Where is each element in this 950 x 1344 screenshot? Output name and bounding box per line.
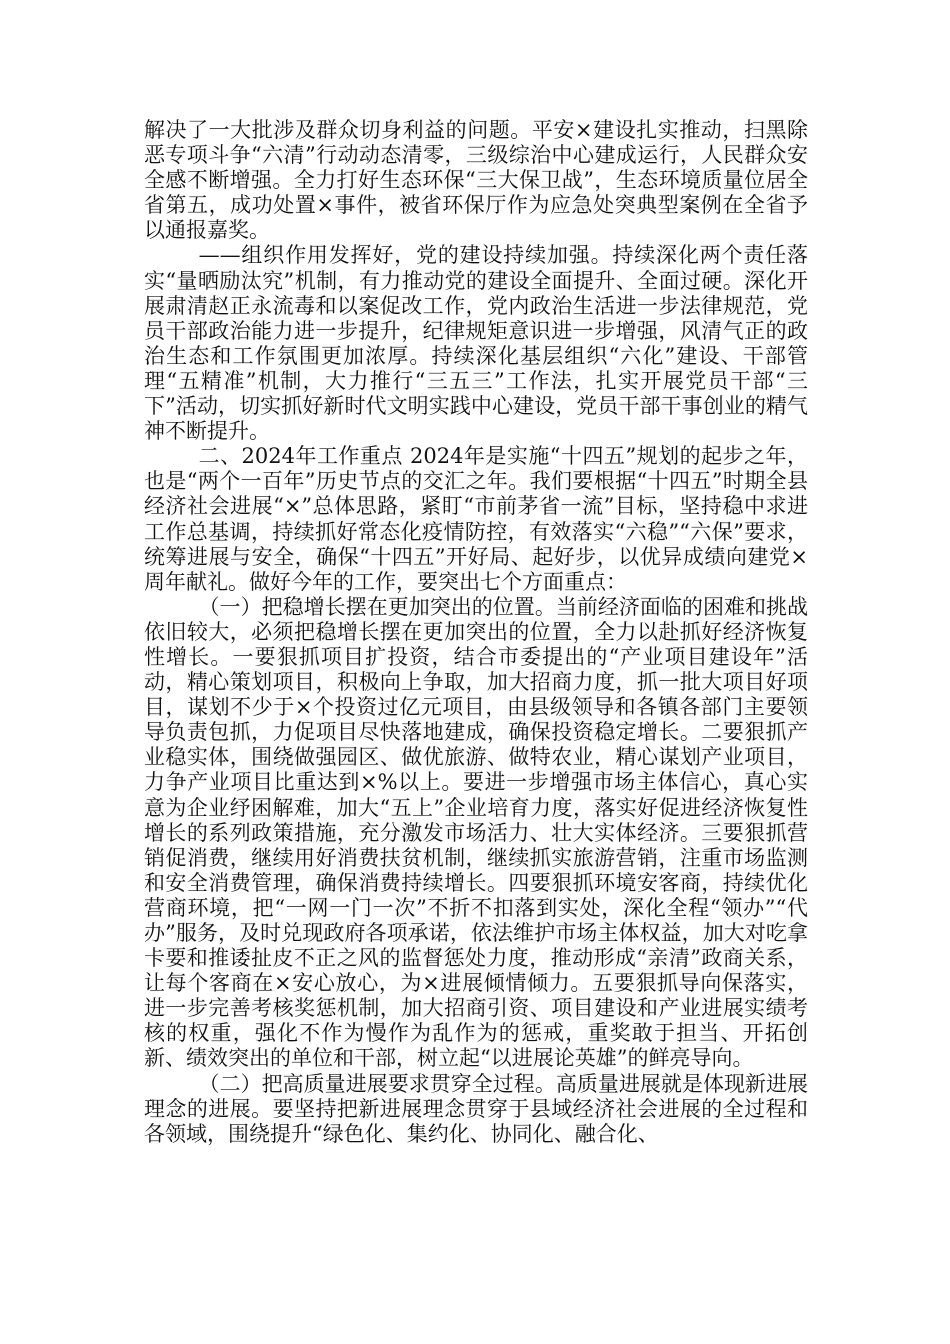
paragraph-continuation: 解决了一大批涉及群众切身利益的问题。平安×建设扎实推动，扫黑除恶专项斗争“六清”行动动态清零，三级综治中心建成运行，人民群众安全感不断增强。全力打好生态环保“三大保卫战”，生态环境质量位居全省第五，成功处置×事件，被省环保厅作为应急处突典型案例在全省予以通报嘉奖。: [144, 118, 808, 243]
paragraph-high-quality-development: （二）把高质量进展要求贯穿全过程。高质量进展就是体现新进展理念的进展。要坚持把新进展理念贯穿于县域经济社会进展的全过程和各领域，围绕提升“绿色化、集约化、协同化、融合化、: [144, 1071, 808, 1146]
paragraph-party-building: ——组织作用发挥好，党的建设持续加强。持续深化两个责任落实“量晒励汰究”机制，有力推动党的建设全面提升、全面过硬。深化开展肃清赵正永流毒和以案促改工作，党内政治生活进一步法律规范，党员干部政治能力进一步提升，纪律规矩意识进一步增强，风清气正的政治生态和工作氛围更加浓厚。持续深化基层组织“六化”建设、干部管理“五精准”机制，大力推行“三五三”工作法，扎实开展党员干部“三下”活动，切实抓好新时代文明实践中心建设，党员干部干事创业的精气神不断提升。: [144, 243, 808, 444]
paragraph-2024-priorities: 二、2024年工作重点 2024年是实施“十四五”规划的起步之年，也是“两个一百年”历史节点的交汇之年。我们要根据“十四五”时期全县经济社会进展“×”总体思路，紧盯“市前茅省一流”目标，坚持稳中求进工作总基调，持续抓好常态化疫情防控，有效落实“六稳”“六保”要求，统筹进展与安全，确保“十四五”开好局、起好步，以优异成绩向建党×周年献礼。做好今年的工作，要突出七个方面重点：: [144, 444, 808, 594]
paragraph-stable-growth: （一）把稳增长摆在更加突出的位置。当前经济面临的困难和挑战依旧较大，必须把稳增长摆在更加突出的位置，全力以赴抓好经济恢复性增长。一要狠抓项目扩投资，结合市委提出的“产业项目建设年”活动，精心策划项目，积极向上争取，加大招商力度，抓一批大项目好项目，谋划不少于×个投资过亿元项目，由县级领导和各镇各部门主要领导负责包抓，力促项目尽快落地建成，确保投资稳定增长。二要狠抓产业稳实体，围绕做强园区、做优旅游、做特农业，精心谋划产业项目，力争产业项目比重达到×%以上。要进一步增强市场主体信心，真心实意为企业纾困解难，加大“五上”企业培育力度，落实好促进经济恢复性增长的系列政策措施，充分激发市场活力、壮大实体经济。三要狠抓营销促消费，继续用好消费扶贫机制，继续抓实旅游营销，注重市场监测和安全消费管理，确保消费持续增长。四要狠抓环境安客商，持续优化营商环境，把“一网一门一次”不折不扣落到实处，深化全程“领办”“代办”服务，及时兑现政府各项承诺，依法维护市场主体权益，加大对吃拿卡要和推诿扯皮不正之风的监督惩处力度，推动形成“亲清”政商关系，让每个客商在×安心放心，为×进展倾情倾力。五要狠抓导向保落实，进一步完善考核奖惩机制，加大招商引资、项目建设和产业进展实绩考核的权重，强化不作为慢作为乱作为的惩戒，重奖敢于担当、开拓创新、绩效突出的单位和干部，树立起“以进展论英雄”的鲜亮导向。: [144, 594, 808, 1071]
document-body: [144, 118, 808, 1147]
